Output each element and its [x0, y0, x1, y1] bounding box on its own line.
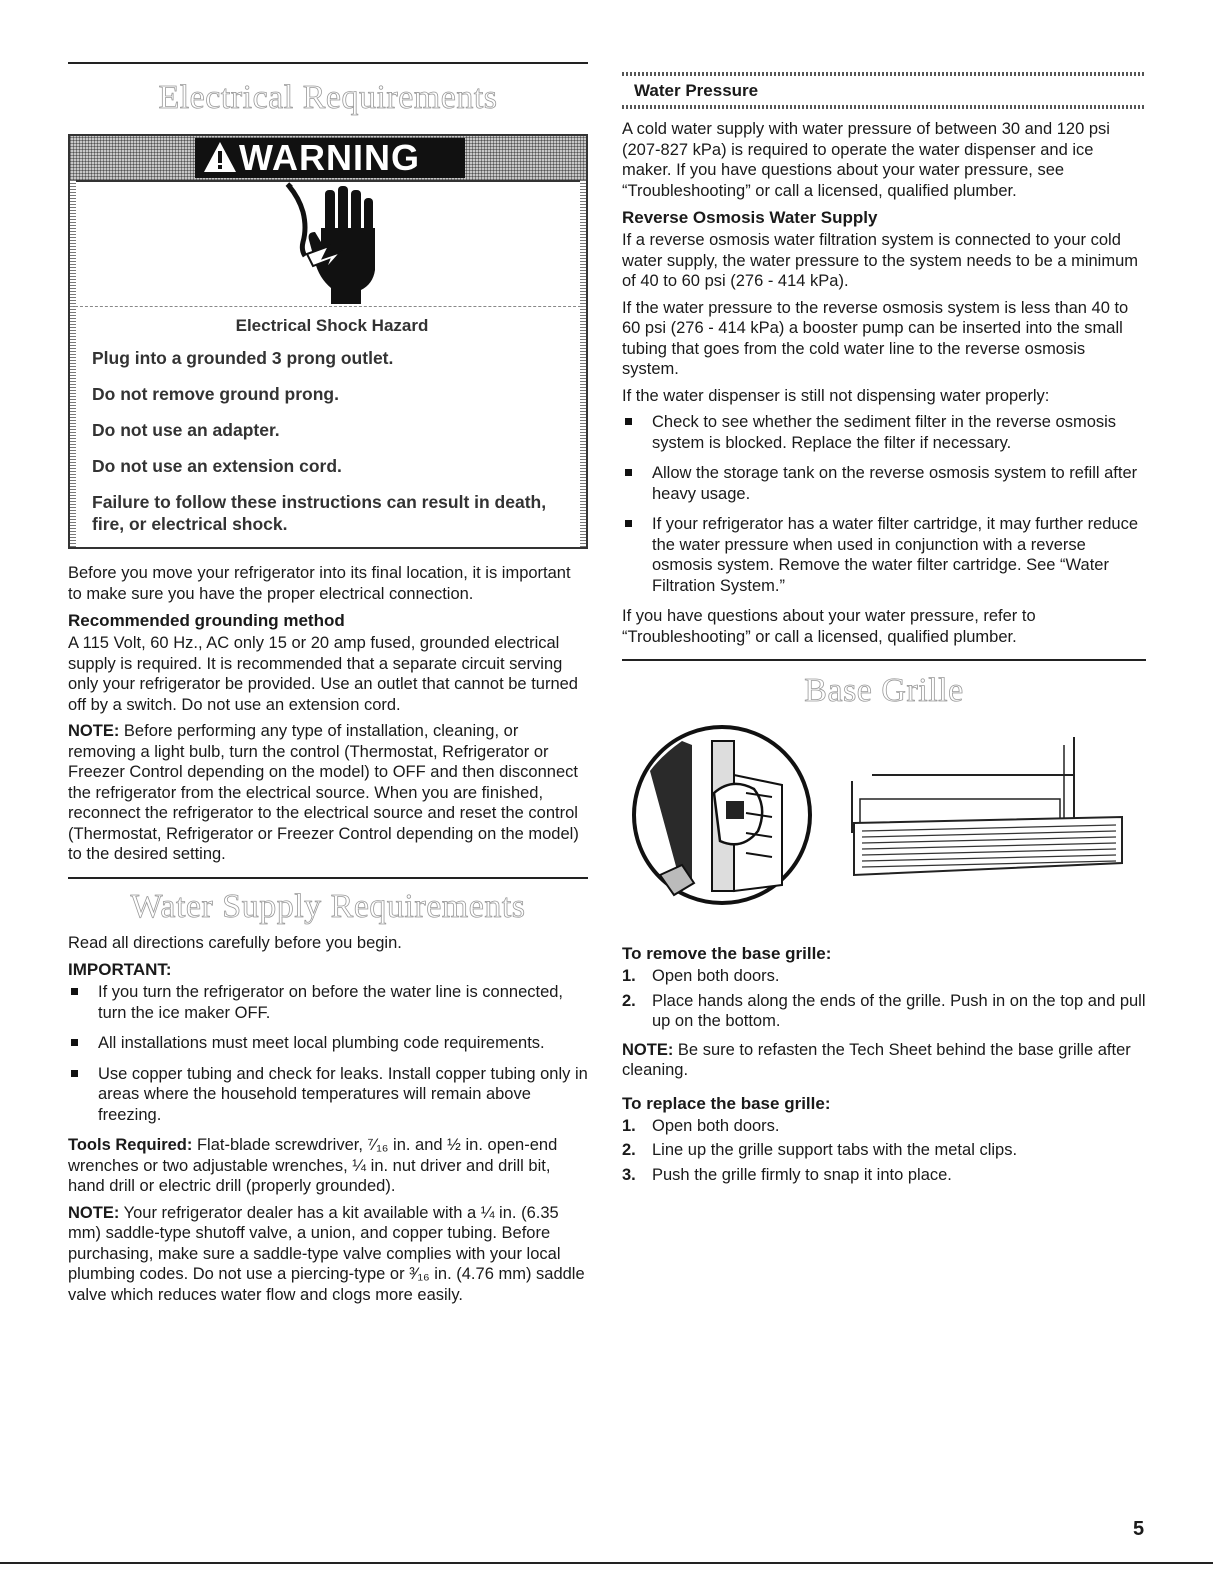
important-list: [68, 982, 588, 1125]
pressure-paragraph: A cold water supply with water pressure of between 30 and 120 psi (207-827 kPa) is required to operate the water dispenser and ice maker. If you have questions about your water pressure, see “Troubleshooting” or call a licensed, qualified plumber.: [622, 120, 1110, 200]
electrical-requirements-title: Electrical Requirements: [158, 79, 498, 116]
warning-box: [68, 134, 588, 549]
note-text: Be sure to refasten the Tech Sheet behind the base grille after cleaning.: [622, 1040, 1131, 1079]
intro-paragraph: Before you move your refrigerator into its final location, it is important to make sure you have the proper electrical connection.: [68, 564, 571, 603]
warning-line: Plug into a grounded 3 prong outlet.: [92, 348, 394, 368]
section-rule: [68, 877, 588, 879]
ro-paragraph: If the water pressure to the reverse osmosis system is less than 40 to 60 psi (276 - 414 kPa) a booster pump can be inserted into the small tubing that goes from the cold water line to the reverse osmosis system.: [622, 298, 1129, 378]
remove-grille-heading: To remove the base grille:: [622, 944, 832, 963]
warning-banner: WARNING: [195, 138, 465, 178]
warning-line: Do not use an adapter.: [92, 420, 280, 440]
list-item: 2. Line up the grille support tabs with the metal clips.: [622, 1141, 1018, 1159]
tools-paragraph: [68, 1135, 588, 1197]
list-item: 3. Push the grille firmly to snap it into place.: [622, 1165, 952, 1184]
read-all-paragraph: Read all directions carefully before you begin.: [68, 933, 402, 952]
ro-paragraph: If a reverse osmosis water filtration system is connected to your cold water supply, the water pressure to the system needs to be a minimum of 40 to 60 psi (276 - 414 kPa).: [622, 231, 1139, 290]
bullet-icon: [71, 1039, 78, 1046]
bottom-rule: [0, 1562, 1213, 1564]
list-item: Use copper tubing and check for leaks. Install copper tubing only in areas where the household temperatures will remain above freezing.: [68, 1064, 588, 1126]
shock-hazard-icon: [70, 182, 586, 307]
grounding-heading: Recommended grounding method: [68, 611, 345, 630]
note-text: Your refrigerator dealer has a kit available with a ¼ in. (6.35 mm) saddle-type shutoff valve, a union, and copper tubing. Before purchasing, make sure a saddle-type valve complies with your local plumbing codes. Do not use a piercing-type or ³⁄₁₆ in. (4.76 mm) saddle valve which reduces water flow and clogs more easily.: [68, 1203, 585, 1304]
kit-note-paragraph: [68, 1203, 588, 1306]
ro-paragraph: If the water dispenser is still not dispensing water properly:: [622, 386, 1050, 405]
note-paragraph: [68, 721, 588, 865]
note-label: NOTE:: [68, 1203, 120, 1222]
bullet-icon: [625, 469, 632, 476]
grille-note-paragraph: [622, 1040, 1146, 1081]
warning-header: [70, 136, 586, 182]
bullet-icon: [625, 418, 632, 425]
note-text: Before performing any type of installation, cleaning, or removing a light bulb, turn the control (Thermostat, Refrigerator or Freezer Control depending on the model) to OFF and then disconnect the refrigerator from the electrical source. When you are finished, reconnect the refrigerator to the electrical source and reset the control (Thermostat, Refrigerator or Freezer Control depending on the model) to the desired setting.: [68, 722, 579, 863]
right-column: [622, 62, 1146, 1193]
tools-label: Tools Required:: [68, 1136, 193, 1154]
base-grille-title: Base Grille: [804, 672, 964, 709]
bullet-icon: [71, 988, 78, 995]
bullet-icon: [71, 1070, 78, 1077]
note-label: NOTE:: [622, 1040, 674, 1059]
replace-steps: [622, 1116, 1146, 1186]
base-grille-illustration: [622, 715, 1146, 933]
list-item: Allow the storage tank on the reverse osmosis system to refill after heavy usage.: [622, 463, 1146, 504]
hazard-title: Electrical Shock Hazard: [235, 316, 429, 335]
left-column: [68, 62, 588, 1311]
list-item: If your refrigerator has a water filter cartridge, it may further reduce the water pressure when used in conjunction with a reverse osmosis system. Remove the water filter cartridge. See “Water Filtration System.”: [622, 514, 1146, 596]
dotted-rule: [622, 105, 1146, 109]
page-number: 5: [1133, 1518, 1145, 1540]
important-heading: IMPORTANT:: [68, 960, 172, 979]
list-item: 2. Place hands along the ends of the grille. Push in on the top and pull up on the bottom.: [622, 991, 1146, 1030]
list-item: If you turn the refrigerator on before the water line is connected, turn the ice maker OFF.: [68, 982, 588, 1023]
bullet-icon: [625, 520, 632, 527]
pressure-footer-paragraph: If you have questions about your water pressure, refer to “Troubleshooting” or call a licensed, qualified plumber.: [622, 607, 1036, 646]
section-rule: [622, 659, 1146, 661]
warning-line: Failure to follow these instructions can result in death, fire, or electrical shock.: [92, 492, 547, 534]
replace-grille-heading: To replace the base grille:: [622, 1093, 831, 1113]
reverse-osmosis-heading: Reverse Osmosis Water Supply: [622, 208, 878, 227]
note-label: NOTE:: [68, 722, 120, 740]
list-item: Check to see whether the sediment filter in the reverse osmosis system is blocked. Replace the filter if necessary.: [622, 412, 1146, 453]
ro-list: [622, 412, 1146, 596]
grounding-paragraph: A 115 Volt, 60 Hz., AC only 15 or 20 amp fused, grounded electrical supply is required. It is recommended that a separate circuit serving only your refrigerator be provided. Use an outlet that cannot be turned off by a switch. Do not use an extension cord.: [68, 634, 578, 714]
water-pressure-heading: Water Pressure: [634, 81, 759, 100]
list-item: 1. Open both doors.: [622, 967, 780, 985]
top-rule: [68, 62, 588, 64]
remove-steps: [622, 966, 1146, 1032]
list-item: 1. Open both doors.: [622, 1116, 780, 1135]
dotted-rule: [622, 72, 1146, 76]
warning-line: Do not remove ground prong.: [92, 384, 339, 404]
tools-text: Flat-blade screwdriver, ⁷⁄₁₆ in. and ½ in. open-end wrenches or two adjustable wrenches, ¼ in. nut driver and drill bit, hand drill or electric drill (properly grounded).: [68, 1136, 558, 1195]
warning-line: Do not use an extension cord.: [92, 456, 342, 476]
warning-triangle-icon: [203, 141, 237, 173]
list-item: All installations must meet local plumbing code requirements.: [68, 1033, 588, 1054]
water-supply-title: Water Supply Requirements: [130, 887, 526, 925]
warning-text: [70, 307, 586, 547]
